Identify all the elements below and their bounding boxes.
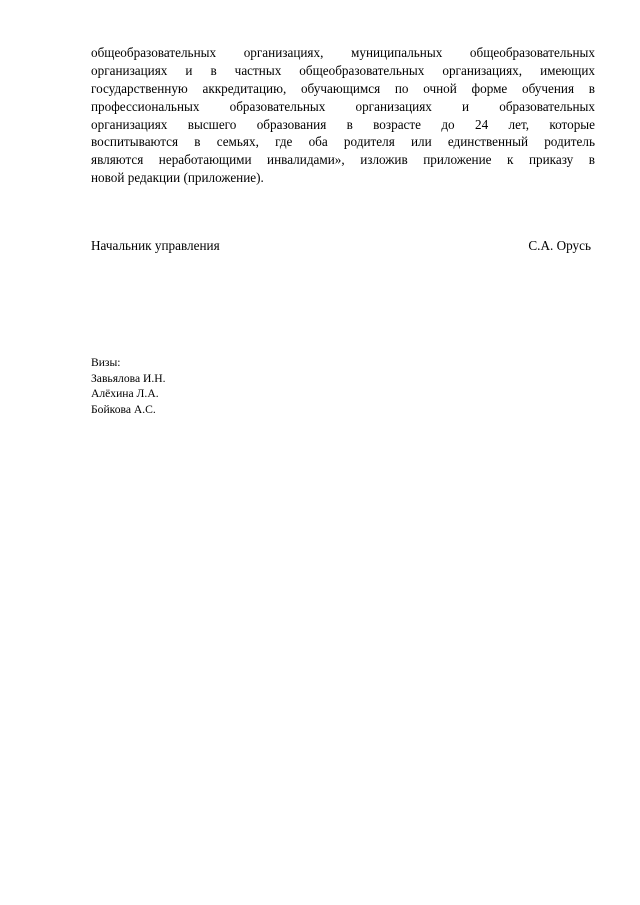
paragraph-line: воспитываются в семьях, где оба родителя или единственный родитель <box>91 134 595 150</box>
visas-heading: Визы: <box>91 356 121 369</box>
visas-block <box>91 355 391 417</box>
paragraph-line: новой редакции (приложение). <box>91 170 264 186</box>
paragraph-line: государственную аккредитацию, обучающимся по очной форме обучения в <box>91 80 595 96</box>
visas-list <box>91 371 391 418</box>
paragraph-line: являются неработающими инвалидами», изложив приложение к приказу в <box>91 152 595 168</box>
signer-position: Начальник управления <box>91 238 220 253</box>
visa-name: Алёхина Л.А. <box>91 387 159 401</box>
visa-name: Бойкова А.С. <box>91 402 156 416</box>
signature-block <box>91 237 591 255</box>
signer-name: С.А. Орусь <box>528 238 591 253</box>
paragraph-line: организациях и в частных общеобразовательных организациях, имеющих <box>91 62 595 78</box>
paragraph-line: организациях высшего образования в возрасте до 24 лет, которые <box>91 116 595 132</box>
order-paragraph <box>91 44 595 187</box>
paragraph-line: профессиональных образовательных организациях и образовательных <box>91 98 595 114</box>
visa-name: Завьялова И.Н. <box>91 371 166 385</box>
paragraph-line: общеобразовательных организациях, муниципальных общеобразовательных <box>91 45 595 60</box>
